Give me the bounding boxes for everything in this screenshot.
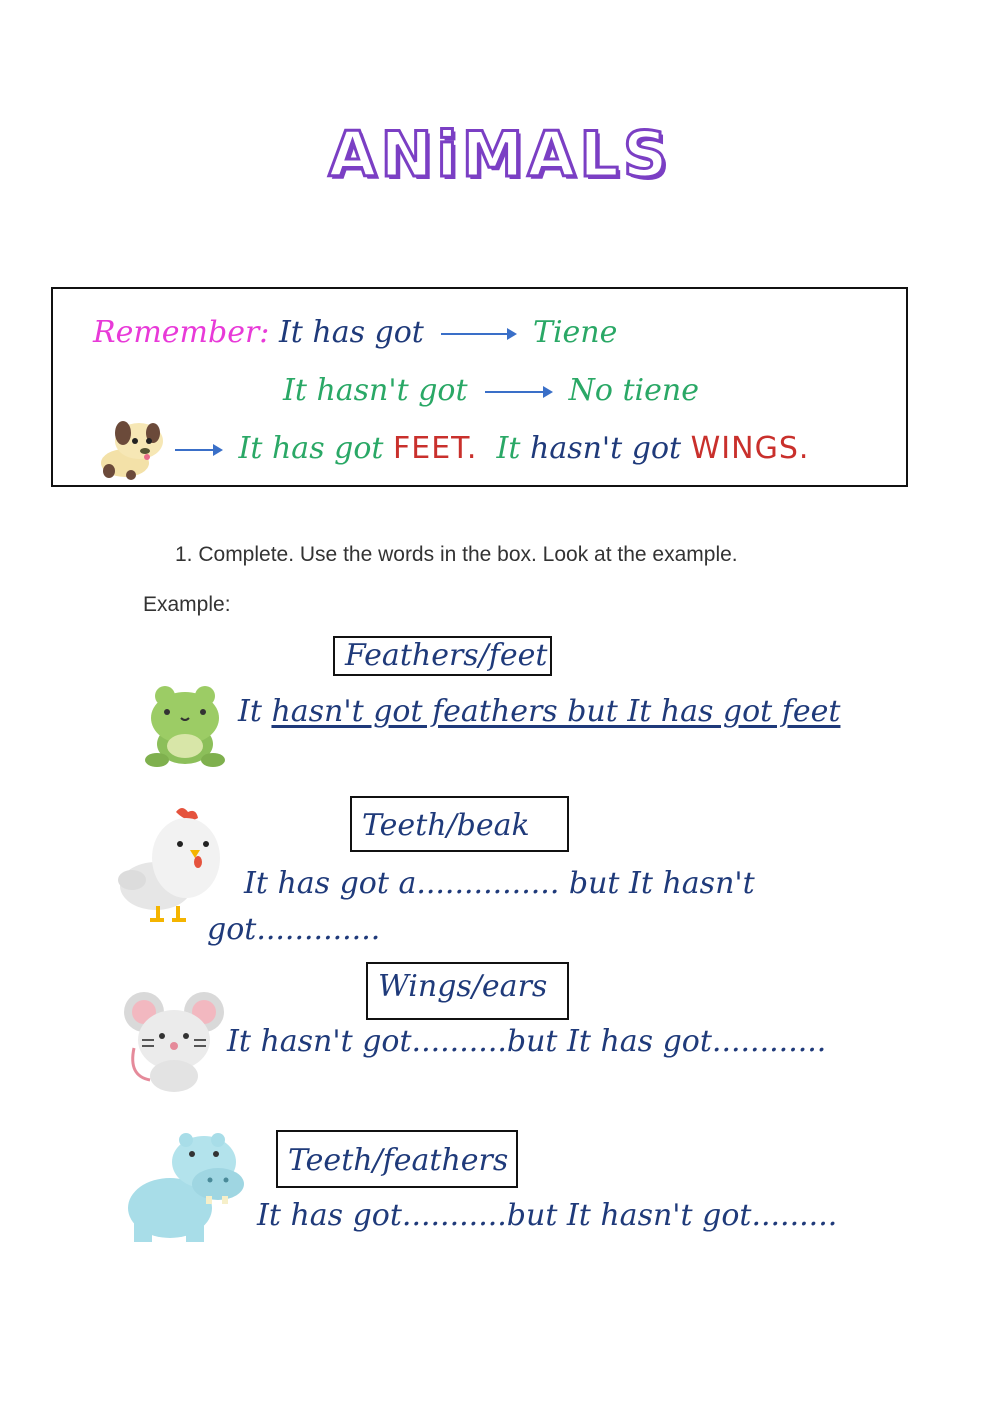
chicken-icon (116, 806, 226, 924)
example-sentence (238, 694, 840, 729)
arrow-icon (175, 449, 221, 451)
remember-label: Remember: (93, 315, 270, 350)
phrase-hasnt-got-example: hasn't got (530, 431, 682, 466)
frog-icon (143, 684, 227, 770)
remember-box (51, 287, 908, 487)
example-label: Example: (143, 593, 231, 616)
arrow-icon (485, 391, 551, 393)
word-box-frog: Feathers/feet (333, 636, 552, 676)
translation-tiene: Tiene (532, 315, 618, 350)
sentence-prefix: It (238, 694, 262, 729)
remember-line-2 (283, 373, 699, 408)
arrow-icon (441, 333, 515, 335)
mouse-icon (122, 990, 226, 1094)
page-title: ANiMALS (328, 118, 672, 191)
instruction-text: 1. Complete. Use the words in the box. Look at the example. (175, 543, 738, 566)
word-box-chicken: Teeth/beak (350, 796, 569, 852)
word-box-mouse: Wings/ears (366, 962, 569, 1020)
example-answer: hasn't got feathers but It has got feet (271, 694, 841, 729)
remember-line-3 (175, 431, 809, 466)
translation-no-tiene: No tiene (568, 373, 699, 408)
phrase-has-got-example: It has got (238, 431, 384, 466)
phrase-has-got: It has got (278, 315, 424, 350)
mouse-sentence: It hasn't got..........but It has got............ (227, 1024, 827, 1059)
chicken-sentence-line-2: got............. (207, 912, 381, 947)
word-wings: WINGS. (690, 431, 810, 466)
remember-line-1 (93, 315, 617, 350)
dog-icon (95, 419, 171, 481)
pronoun-it: It (496, 431, 521, 466)
word-box-hippo: Teeth/feathers (276, 1130, 518, 1188)
hippo-sentence: It has got...........but It hasn't got......... (257, 1198, 838, 1233)
hippo-icon (126, 1132, 246, 1244)
word-feet: FEET. (393, 431, 478, 466)
phrase-hasnt-got: It hasn't got (283, 373, 468, 408)
chicken-sentence-line-1: It has got a............... but It hasn't (244, 866, 755, 901)
